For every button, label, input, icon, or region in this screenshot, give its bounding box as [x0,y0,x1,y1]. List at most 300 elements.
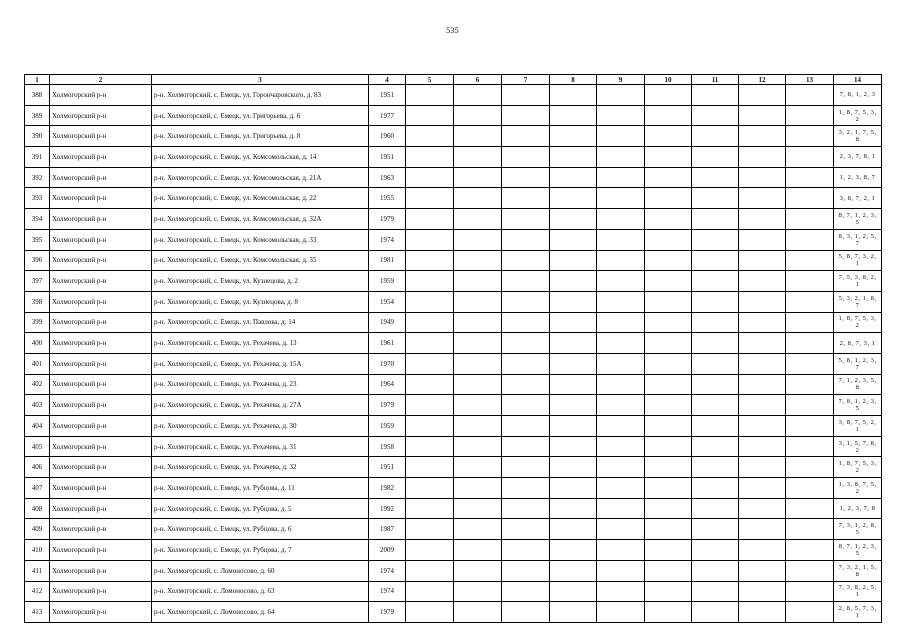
empty-cell [406,250,454,271]
empty-cell [454,560,502,581]
empty-cell [597,374,645,395]
empty-cell [645,126,692,147]
empty-cell [692,602,739,623]
empty-cell [739,105,786,126]
row-number-cell: 405 [25,436,50,457]
empty-cell [454,312,502,333]
empty-cell [692,229,739,250]
district-cell: Холмогорский р-н [50,436,152,457]
empty-cell [692,581,739,602]
column-header: 3 [152,75,369,85]
empty-cell [550,540,597,561]
empty-cell [406,105,454,126]
empty-cell [502,250,550,271]
empty-cell [406,374,454,395]
empty-cell [454,126,502,147]
empty-cell [645,167,692,188]
empty-cell [502,167,550,188]
codes-cell: 7, 8, 1, 2, 3 [834,85,882,106]
row-number-cell: 409 [25,519,50,540]
empty-cell [597,353,645,374]
codes-cell: 1, 2, 3, 8, 7 [834,167,882,188]
empty-cell [739,250,786,271]
empty-cell [502,147,550,168]
empty-cell [645,188,692,209]
empty-cell [786,519,834,540]
address-cell: р-н. Холмогорский, с. Емецк, ул. Кузнецова, д. 2 [152,271,369,292]
empty-cell [406,436,454,457]
empty-cell [692,374,739,395]
empty-cell [739,560,786,581]
empty-cell [645,457,692,478]
row-number-cell: 404 [25,416,50,437]
column-header: 8 [550,75,597,85]
empty-cell [550,519,597,540]
empty-cell [502,229,550,250]
empty-cell [786,105,834,126]
address-cell: р-н. Холмогорский, с. Ломоносово, д. 63 [152,581,369,602]
empty-cell [739,126,786,147]
empty-cell [645,374,692,395]
codes-cell: 5, 8, 7, 3, 2, 1 [834,250,882,271]
empty-cell [692,478,739,499]
empty-cell [550,85,597,106]
empty-cell [739,457,786,478]
district-cell: Холмогорский р-н [50,188,152,209]
empty-cell [502,436,550,457]
empty-cell [645,250,692,271]
empty-cell [645,540,692,561]
row-number-cell: 413 [25,602,50,623]
column-header: 10 [645,75,692,85]
empty-cell [406,519,454,540]
codes-cell: 1, 8, 7, 5, 3, 2 [834,105,882,126]
empty-cell [550,560,597,581]
column-header: 2 [50,75,152,85]
year-cell: 1970 [369,353,406,374]
empty-cell [550,581,597,602]
district-cell: Холмогорский р-н [50,353,152,374]
empty-cell [454,602,502,623]
district-cell: Холмогорский р-н [50,271,152,292]
empty-cell [597,498,645,519]
empty-cell [454,374,502,395]
empty-cell [692,167,739,188]
empty-cell [502,602,550,623]
address-cell: р-н. Холмогорский, с. Емецк, ул. Рехачева, д. 23 [152,374,369,395]
empty-cell [692,271,739,292]
table-row [25,85,882,106]
empty-cell [786,229,834,250]
empty-cell [406,333,454,354]
year-cell: 1960 [369,126,406,147]
empty-cell [597,85,645,106]
empty-cell [454,416,502,437]
column-header: 13 [786,75,834,85]
empty-cell [406,581,454,602]
row-number-cell: 398 [25,291,50,312]
empty-cell [786,188,834,209]
table-row [25,126,882,147]
empty-cell [454,478,502,499]
table-row [25,602,882,623]
table-row [25,436,882,457]
year-cell: 1979 [369,602,406,623]
empty-cell [786,560,834,581]
empty-cell [502,291,550,312]
table-row [25,312,882,333]
empty-cell [739,540,786,561]
housing-registry-table [24,74,882,623]
header-row [25,75,882,85]
empty-cell [597,457,645,478]
empty-cell [550,105,597,126]
empty-cell [786,436,834,457]
empty-cell [406,312,454,333]
empty-cell [692,188,739,209]
empty-cell [550,478,597,499]
empty-cell [406,188,454,209]
empty-cell [502,498,550,519]
empty-cell [692,209,739,230]
address-cell: р-н. Холмогорский, с. Емецк, ул. Рехачева, д. 31 [152,436,369,457]
empty-cell [550,209,597,230]
codes-cell: 3, 2, 1, 7, 5, 8 [834,126,882,147]
table-row [25,519,882,540]
empty-cell [550,147,597,168]
empty-cell [692,560,739,581]
table-row [25,353,882,374]
address-cell: р-н. Холмогорский, с. Емецк, ул. Комсомольская, д. 21А [152,167,369,188]
address-cell: р-н. Холмогорский, с. Емецк, ул. Рехачева, д. 30 [152,416,369,437]
empty-cell [692,250,739,271]
empty-cell [645,436,692,457]
year-cell: 1992 [369,498,406,519]
empty-cell [786,271,834,292]
year-cell: 1951 [369,457,406,478]
address-cell: р-н. Холмогорский, с. Емецк, ул. Комсомольская, д. 14 [152,147,369,168]
table-row [25,271,882,292]
row-number-cell: 399 [25,312,50,333]
empty-cell [786,374,834,395]
row-number-cell: 411 [25,560,50,581]
empty-cell [786,602,834,623]
empty-cell [454,147,502,168]
district-cell: Холмогорский р-н [50,291,152,312]
empty-cell [502,581,550,602]
empty-cell [645,85,692,106]
empty-cell [550,271,597,292]
empty-cell [502,188,550,209]
row-number-cell: 395 [25,229,50,250]
empty-cell [550,602,597,623]
year-cell: 1959 [369,271,406,292]
district-cell: Холмогорский р-н [50,374,152,395]
empty-cell [597,126,645,147]
empty-cell [597,312,645,333]
empty-cell [786,457,834,478]
empty-cell [786,478,834,499]
empty-cell [550,229,597,250]
row-number-cell: 408 [25,498,50,519]
empty-cell [454,167,502,188]
empty-cell [550,167,597,188]
year-cell: 1951 [369,85,406,106]
year-cell: 2009 [369,540,406,561]
row-number-cell: 392 [25,167,50,188]
codes-cell: 7, 1, 2, 3, 5, 8 [834,374,882,395]
empty-cell [692,540,739,561]
empty-cell [406,602,454,623]
year-cell: 1958 [369,436,406,457]
year-cell: 1963 [369,167,406,188]
row-number-cell: 391 [25,147,50,168]
empty-cell [406,353,454,374]
empty-cell [739,85,786,106]
empty-cell [692,291,739,312]
table-body [25,85,882,623]
empty-cell [502,478,550,499]
district-cell: Холмогорский р-н [50,519,152,540]
address-cell: р-н. Холмогорский, с. Емецк, ул. Рубцова, д. 11 [152,478,369,499]
codes-cell: 1, 8, 7, 5, 3, 2 [834,457,882,478]
empty-cell [786,581,834,602]
codes-cell: 5, 3, 2, 1, 8, 7 [834,291,882,312]
empty-cell [786,353,834,374]
empty-cell [454,250,502,271]
district-cell: Холмогорский р-н [50,85,152,106]
district-cell: Холмогорский р-н [50,602,152,623]
empty-cell [406,457,454,478]
codes-cell: 7, 3, 2, 1, 5, 8 [834,560,882,581]
empty-cell [739,333,786,354]
codes-cell: 1, 8, 7, 5, 3, 2 [834,312,882,333]
table-row [25,105,882,126]
address-cell: р-н. Холмогорский, с. Емецк, ул. Комсомольская, д. 35 [152,250,369,271]
empty-cell [406,560,454,581]
empty-cell [550,374,597,395]
table-row [25,581,882,602]
empty-cell [692,126,739,147]
column-header: 9 [597,75,645,85]
empty-cell [645,560,692,581]
empty-cell [692,333,739,354]
district-cell: Холмогорский р-н [50,105,152,126]
empty-cell [786,540,834,561]
table-row [25,457,882,478]
year-cell: 1979 [369,209,406,230]
empty-cell [645,312,692,333]
empty-cell [597,229,645,250]
empty-cell [454,395,502,416]
table-row [25,291,882,312]
empty-cell [502,416,550,437]
empty-cell [645,602,692,623]
codes-cell: 8, 7, 1, 2, 3, 5 [834,209,882,230]
empty-cell [454,540,502,561]
empty-cell [786,147,834,168]
row-number-cell: 401 [25,353,50,374]
address-cell: р-н. Холмогорский, с. Емецк, ул. Рехачева, д. 32 [152,457,369,478]
empty-cell [406,291,454,312]
empty-cell [550,353,597,374]
empty-cell [454,581,502,602]
empty-cell [786,167,834,188]
empty-cell [786,416,834,437]
empty-cell [739,271,786,292]
empty-cell [597,271,645,292]
empty-cell [645,498,692,519]
empty-cell [645,291,692,312]
row-number-cell: 389 [25,105,50,126]
empty-cell [454,457,502,478]
table-row [25,374,882,395]
address-cell: р-н. Холмогорский, с. Емецк, ул. Павлова, д. 14 [152,312,369,333]
year-cell: 1977 [369,105,406,126]
empty-cell [739,353,786,374]
empty-cell [692,395,739,416]
table-row [25,498,882,519]
address-cell: р-н. Холмогорский, с. Емецк, ул. Комсомольская, д. 33 [152,229,369,250]
empty-cell [597,519,645,540]
row-number-cell: 393 [25,188,50,209]
year-cell: 1951 [369,147,406,168]
district-cell: Холмогорский р-н [50,540,152,561]
year-cell: 1959 [369,416,406,437]
column-header: 12 [739,75,786,85]
empty-cell [786,291,834,312]
address-cell: р-н. Холмогорский, с. Емецк, ул. Рубцова, д. 6 [152,519,369,540]
empty-cell [406,271,454,292]
year-cell: 1964 [369,374,406,395]
codes-cell: 7, 3, 8, 2, 5, 1 [834,581,882,602]
codes-cell: 2, 3, 7, 8, 1 [834,147,882,168]
empty-cell [454,229,502,250]
empty-cell [692,416,739,437]
codes-cell: 7, 3, 1, 2, 8, 5 [834,519,882,540]
codes-cell: 8, 7, 1, 2, 3, 5 [834,540,882,561]
empty-cell [597,416,645,437]
empty-cell [739,395,786,416]
empty-cell [692,498,739,519]
codes-cell: 1, 3, 8, 7, 5, 2 [834,478,882,499]
table-row [25,478,882,499]
table-row [25,188,882,209]
empty-cell [739,581,786,602]
column-header: 5 [406,75,454,85]
empty-cell [550,291,597,312]
year-cell: 1981 [369,250,406,271]
year-cell: 1949 [369,312,406,333]
year-cell: 1961 [369,333,406,354]
district-cell: Холмогорский р-н [50,498,152,519]
codes-cell: 8, 3, 1, 2, 5, 7 [834,229,882,250]
empty-cell [597,602,645,623]
row-number-cell: 410 [25,540,50,561]
empty-cell [645,209,692,230]
empty-cell [739,147,786,168]
row-number-cell: 394 [25,209,50,230]
empty-cell [739,478,786,499]
district-cell: Холмогорский р-н [50,333,152,354]
empty-cell [454,188,502,209]
row-number-cell: 397 [25,271,50,292]
year-cell: 1982 [369,478,406,499]
table-row [25,229,882,250]
empty-cell [786,498,834,519]
empty-cell [645,229,692,250]
address-cell: р-н. Холмогорский, с. Емецк, ул. Григорьева, д. 6 [152,105,369,126]
empty-cell [786,209,834,230]
empty-cell [502,395,550,416]
empty-cell [550,436,597,457]
empty-cell [597,478,645,499]
empty-cell [786,126,834,147]
codes-cell: 2, 8, 7, 3, 1 [834,333,882,354]
empty-cell [645,271,692,292]
empty-cell [502,126,550,147]
empty-cell [597,560,645,581]
codes-cell: 3, 8, 7, 2, 1 [834,188,882,209]
year-cell: 1979 [369,395,406,416]
page-number: 535 [446,26,459,35]
table-row [25,560,882,581]
district-cell: Холмогорский р-н [50,395,152,416]
empty-cell [454,333,502,354]
district-cell: Холмогорский р-н [50,167,152,188]
empty-cell [645,416,692,437]
empty-cell [406,498,454,519]
empty-cell [406,229,454,250]
empty-cell [645,519,692,540]
empty-cell [739,602,786,623]
empty-cell [597,540,645,561]
codes-cell: 5, 8, 1, 2, 3, 7 [834,353,882,374]
empty-cell [739,229,786,250]
empty-cell [786,333,834,354]
empty-cell [645,395,692,416]
empty-cell [502,271,550,292]
address-cell: р-н. Холмогорский, с. Емецк, ул. Комсомольская, д. 22 [152,188,369,209]
row-number-cell: 390 [25,126,50,147]
empty-cell [692,312,739,333]
year-cell: 1987 [369,519,406,540]
empty-cell [406,478,454,499]
empty-cell [739,312,786,333]
empty-cell [502,519,550,540]
district-cell: Холмогорский р-н [50,560,152,581]
empty-cell [692,105,739,126]
empty-cell [645,333,692,354]
empty-cell [786,395,834,416]
empty-cell [739,436,786,457]
empty-cell [692,436,739,457]
empty-cell [406,167,454,188]
district-cell: Холмогорский р-н [50,457,152,478]
empty-cell [692,457,739,478]
empty-cell [550,416,597,437]
column-header: 4 [369,75,406,85]
row-number-cell: 412 [25,581,50,602]
empty-cell [550,250,597,271]
empty-cell [597,436,645,457]
address-cell: р-н. Холмогорский, с. Емецк, ул. Рехачева, д. 13 [152,333,369,354]
empty-cell [739,374,786,395]
table-row [25,416,882,437]
empty-cell [645,353,692,374]
year-cell: 1974 [369,560,406,581]
empty-cell [597,291,645,312]
